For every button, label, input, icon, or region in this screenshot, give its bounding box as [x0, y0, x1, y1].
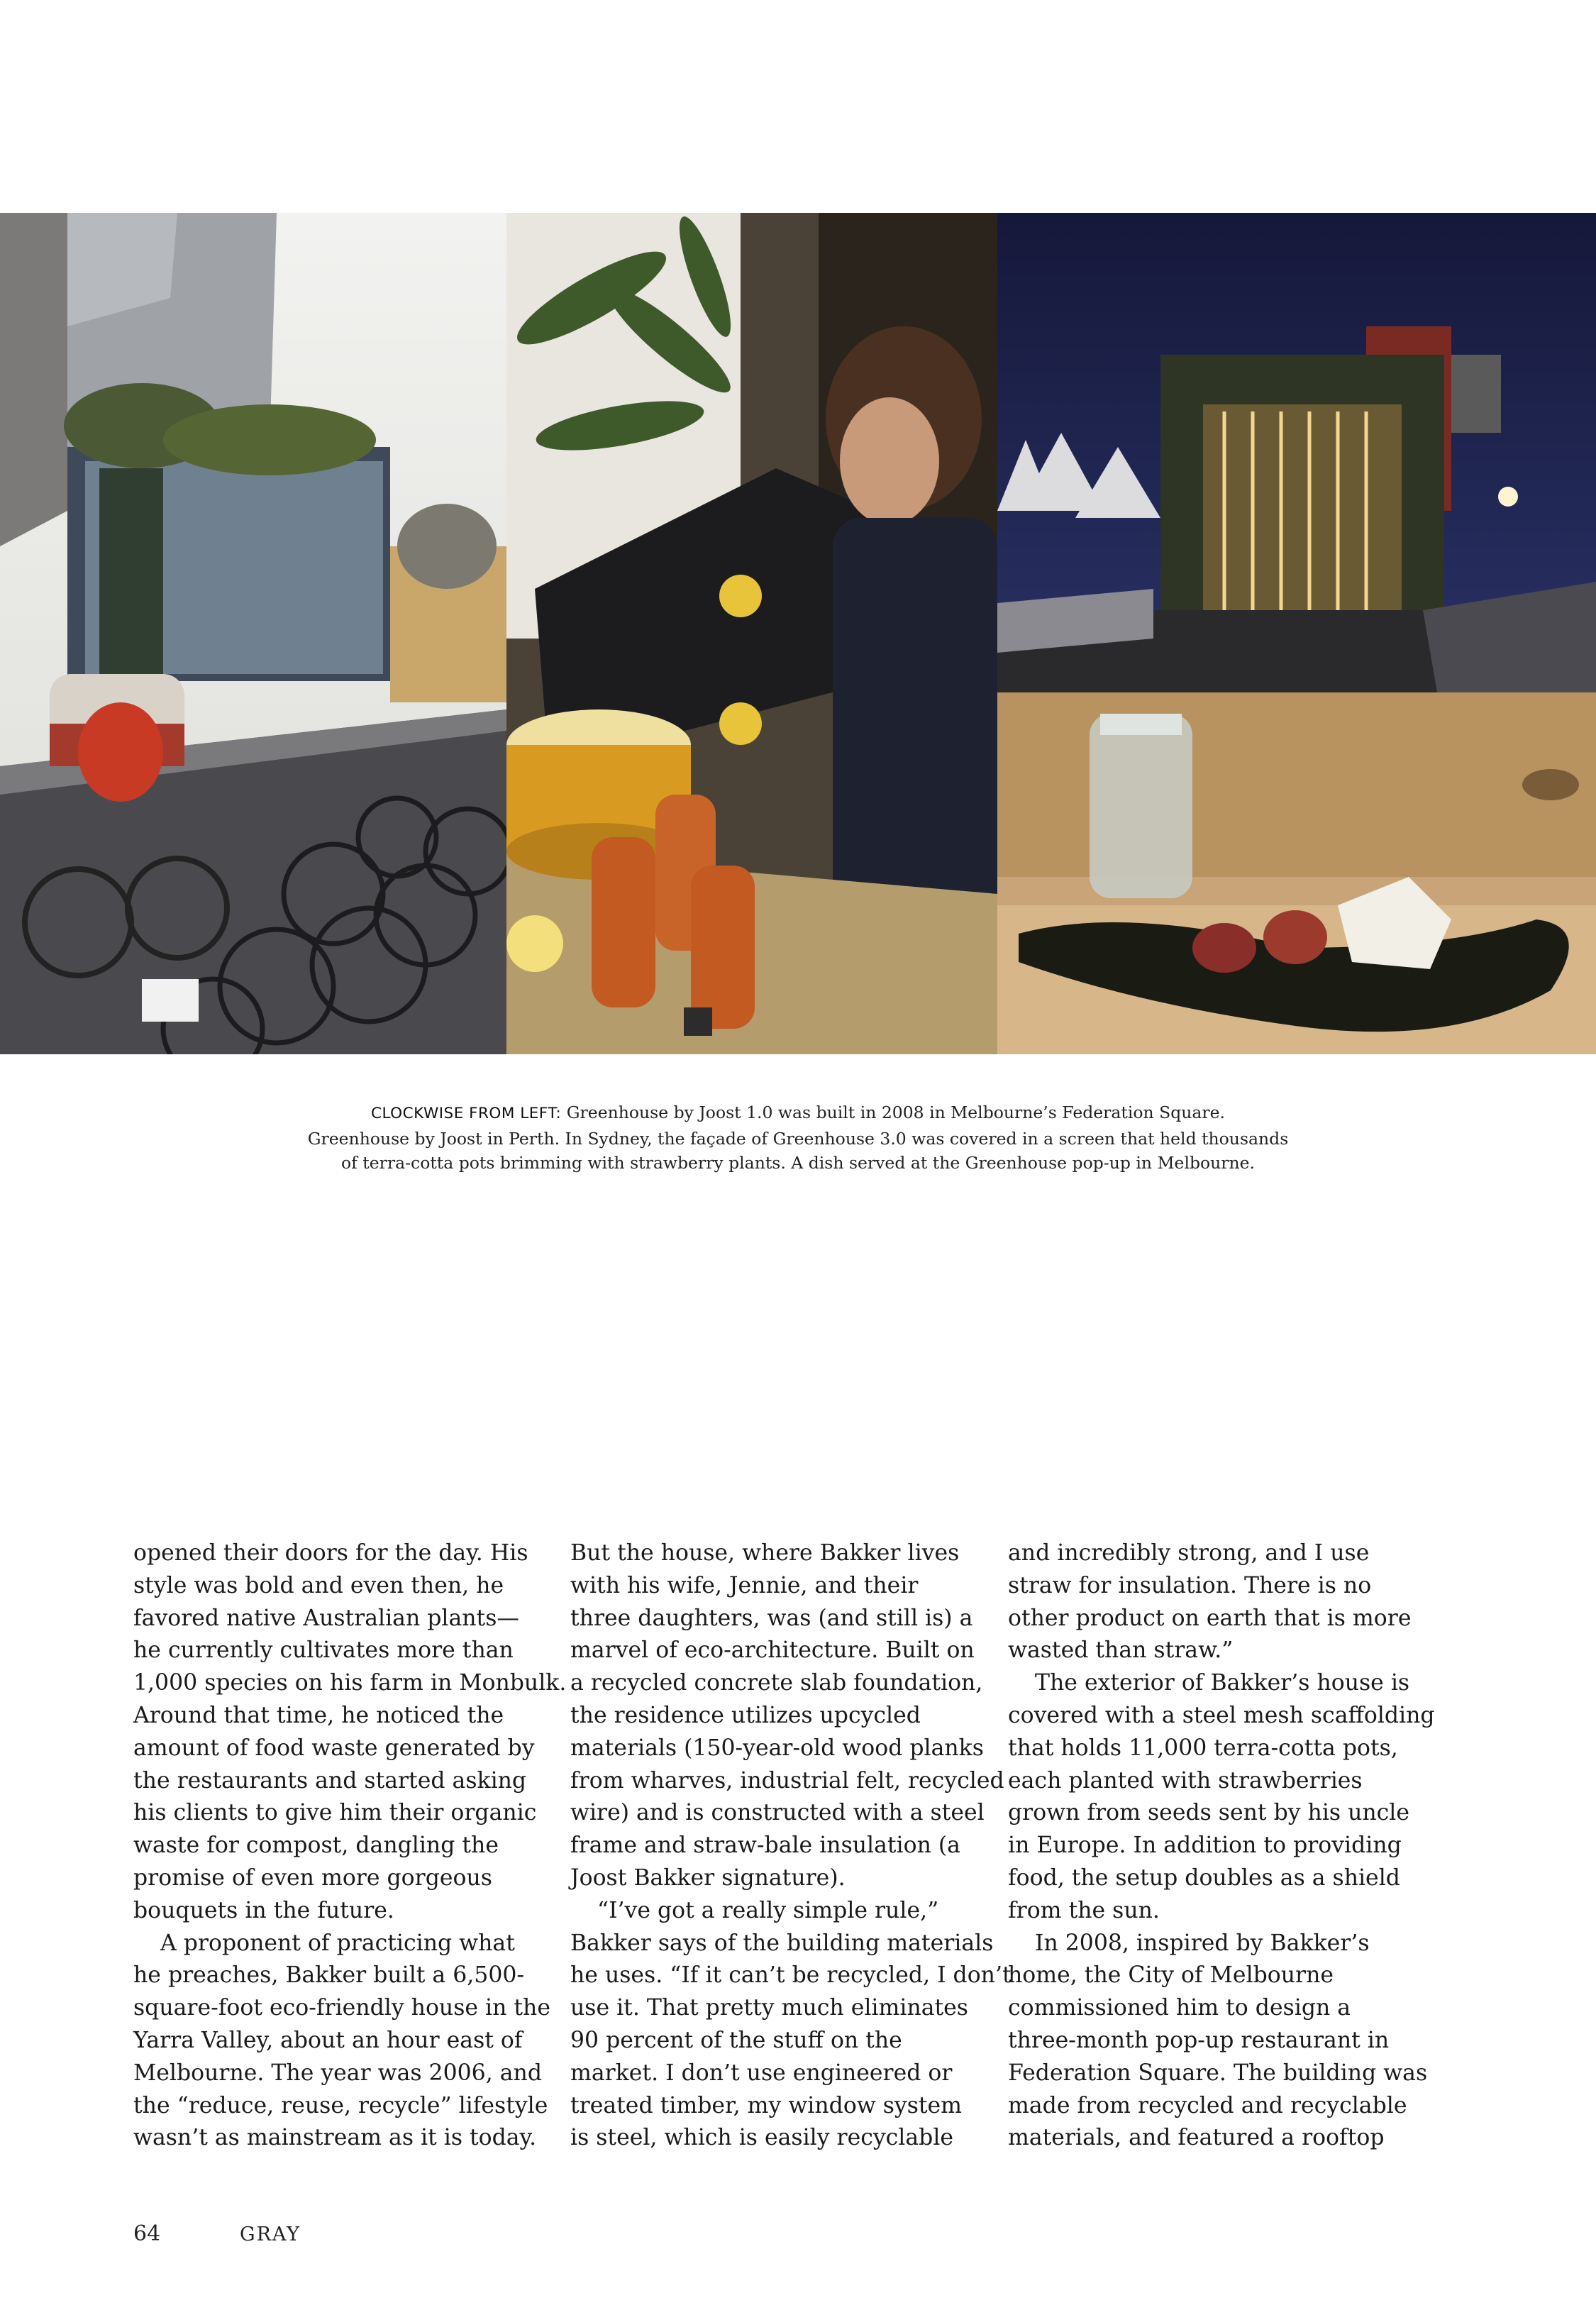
caption-lead: CLOCKWISE FROM LEFT:	[370, 1105, 562, 1122]
body-text-line: his clients to give him their organic	[133, 1800, 537, 1826]
body-text-line: marvel of eco-architecture. Built on	[570, 1637, 975, 1664]
body-text-line: wasted than straw.”	[1008, 1637, 1234, 1664]
body-text-line: a recycled concrete slab foundation,	[570, 1670, 983, 1696]
body-text-line: waste for compost, dangling the	[133, 1833, 499, 1859]
body-column-2	[570, 1537, 1012, 2155]
body-text-line: opened their doors for the day. His	[133, 1540, 528, 1566]
photo-greenhouse-perth	[506, 213, 997, 1054]
body-text-line: in Europe. In addition to providing	[1008, 1833, 1402, 1859]
body-text-line: The exterior of Bakker’s house is	[1035, 1670, 1410, 1696]
photo-dish-melbourne	[997, 692, 1596, 1054]
body-text-line: market. I don’t use engineered or	[570, 2060, 953, 2086]
body-text-line: with his wife, Jennie, and their	[570, 1572, 919, 1598]
body-text-line: from the sun.	[1008, 1897, 1160, 1923]
body-text-line: grown from seeds sent by his uncle	[1008, 1800, 1410, 1826]
caption-line-3: of terra-cotta pots brimming with strawberry plants. A dish served at the Greenhouse pop-up in Melbourne.	[340, 1153, 1256, 1173]
body-text-line: Yarra Valley, about an hour east of	[133, 2027, 523, 2053]
body-text-line: the residence utilizes upcycled	[570, 1702, 921, 1728]
caption-line-2: Greenhouse by Joost in Perth. In Sydney, the façade of Greenhouse 3.0 was covered in a screen that held thousands	[307, 1128, 1289, 1149]
photo-caption	[213, 1100, 1383, 1176]
body-text-line: wasn’t as mainstream as it is today.	[133, 2125, 537, 2151]
body-text-line: from wharves, industrial felt, recycled	[570, 1767, 1004, 1794]
body-text-line: is steel, which is easily recyclable	[570, 2125, 954, 2151]
body-text-line: But the house, where Bakker lives	[570, 1540, 960, 1566]
body-text-line: the restaurants and started asking	[133, 1767, 527, 1794]
magazine-name: GRAY	[240, 2223, 301, 2245]
body-column-1	[133, 1537, 566, 2155]
body-text-line: he preaches, Bakker built a 6,500-	[133, 1962, 525, 1989]
body-text-line: Around that time, he noticed the	[133, 1702, 504, 1728]
photo-federation-square	[0, 213, 506, 1054]
body-text-line: covered with a steel mesh scaffolding	[1008, 1702, 1435, 1728]
body-text-line: three daughters, was (and still is) a	[570, 1605, 973, 1631]
body-text-line: food, the setup doubles as a shield	[1008, 1864, 1400, 1891]
body-text-line: and incredibly strong, and I use	[1008, 1540, 1370, 1566]
body-text-line: Bakker says of the building materials	[570, 1930, 994, 1956]
body-text-line: 90 percent of the stuff on the	[570, 2027, 902, 2053]
body-text-line: promise of even more gorgeous	[133, 1864, 492, 1891]
body-column-3	[1008, 1537, 1435, 2155]
body-text-line: Federation Square. The building was	[1008, 2060, 1428, 2086]
body-text-line: the “reduce, reuse, recycle” lifestyle	[133, 2092, 548, 2118]
body-text-line: favored native Australian plants—	[133, 1605, 519, 1631]
body-text-line: bouquets in the future.	[133, 1897, 394, 1923]
body-text-line: straw for insulation. There is no	[1008, 1572, 1372, 1598]
body-text-line: Melbourne. The year was 2006, and	[133, 2060, 542, 2086]
body-text-line: materials (150-year-old wood planks	[570, 1735, 984, 1761]
body-text-line: square-foot eco-friendly house in the	[133, 1995, 550, 2021]
body-text-line: use it. That pretty much eliminates	[570, 1995, 968, 2021]
body-text-line: In 2008, inspired by Bakker’s	[1035, 1930, 1370, 1956]
body-text-line: he uses. “If it can’t be recycled, I don’t	[570, 1962, 1012, 1989]
body-text-line: other product on earth that is more	[1008, 1605, 1412, 1631]
body-text-line: frame and straw-bale insulation (a	[570, 1833, 960, 1859]
body-text-line: made from recycled and recyclable	[1008, 2092, 1407, 2118]
body-text-line: treated timber, my window system	[570, 2092, 963, 2118]
body-text-line: style was bold and even then, he	[133, 1572, 504, 1598]
body-text-line: three-month pop-up restaurant in	[1008, 2027, 1390, 2053]
body-text-line: that holds 11,000 terra-cotta pots,	[1008, 1735, 1398, 1761]
body-text-line: commissioned him to design a	[1008, 1995, 1351, 2021]
body-text-line: amount of food waste generated by	[133, 1735, 535, 1761]
body-text-line: home, the City of Melbourne	[1008, 1962, 1334, 1989]
body-text-line: A proponent of practicing what	[160, 1930, 515, 1956]
body-text-line: 1,000 species on his farm in Monbulk.	[133, 1670, 567, 1696]
caption-text-1: Greenhouse by Joost 1.0 was built in 2008 in Melbourne’s Federation Square.	[566, 1103, 1226, 1122]
body-text-line: materials, and featured a rooftop	[1008, 2125, 1385, 2151]
body-text-line: wire) and is constructed with a steel	[570, 1800, 985, 1826]
body-text-line: Joost Bakker signature).	[570, 1864, 846, 1891]
body-text-line: he currently cultivates more than	[133, 1637, 514, 1664]
body-text-line: each planted with strawberries	[1008, 1767, 1363, 1794]
caption-line-1	[213, 1100, 1383, 1127]
photo-greenhouse-sydney	[997, 213, 1596, 692]
page-number: 64	[133, 2221, 161, 2246]
body-text-line: “I’ve got a really simple rule,”	[597, 1897, 939, 1923]
